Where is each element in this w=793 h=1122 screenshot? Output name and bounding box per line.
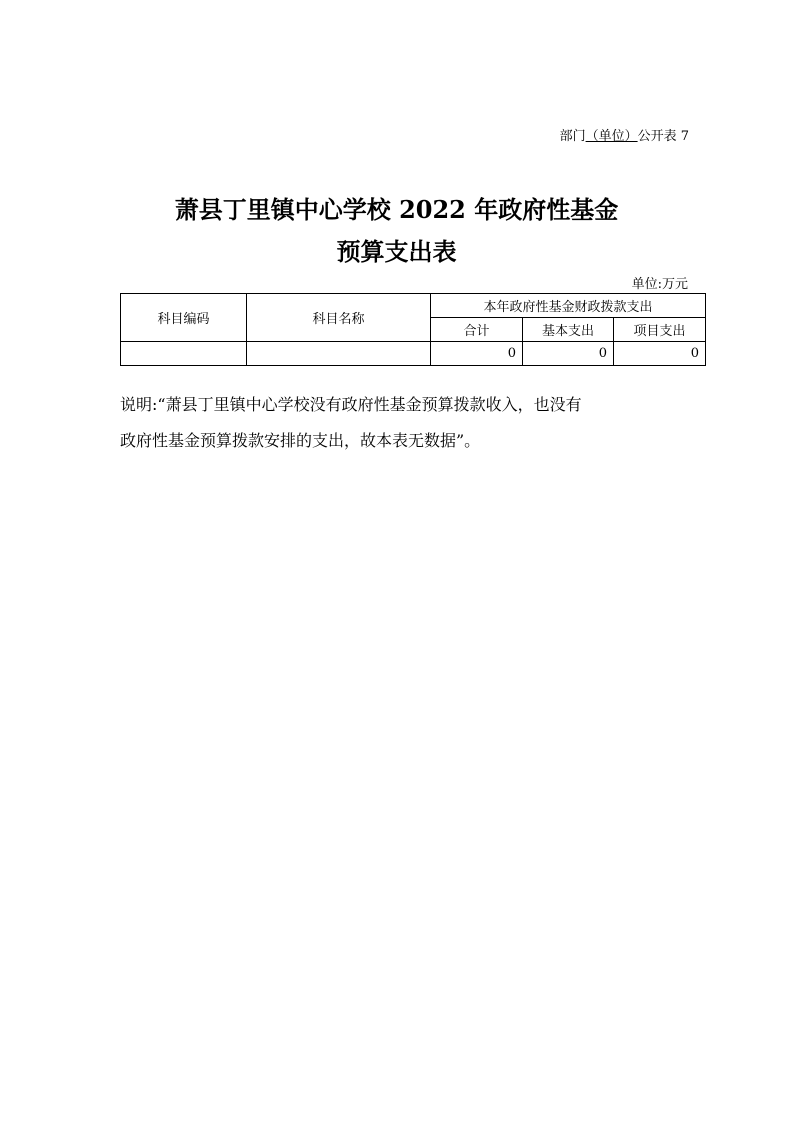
note-line-2: 政府性基金预算拨款安排的支出，故本表无数据”。 xyxy=(120,431,481,450)
page-label-suffix: 公开表 7 xyxy=(637,129,689,144)
budget-table xyxy=(120,293,706,366)
cell-subject-name xyxy=(247,342,431,366)
page-label xyxy=(560,125,689,144)
cell-subject-code xyxy=(121,342,247,366)
header-basic-expenditure: 基本支出 xyxy=(523,318,614,342)
header-subject-code: 科目编码 xyxy=(121,294,247,342)
header-fund-expenditure: 本年政府性基金财政拨款支出 xyxy=(431,294,706,318)
page-label-prefix: 部门 xyxy=(559,129,586,144)
table-row xyxy=(121,342,706,366)
cell-total: 0 xyxy=(431,342,523,366)
table-header-row xyxy=(121,294,706,318)
unit-label: 单位:万元 xyxy=(631,277,688,292)
page-title-line2: 预算支出表 xyxy=(336,237,457,266)
cell-project: 0 xyxy=(614,342,706,366)
explanation-note xyxy=(120,387,705,459)
header-subject-name: 科目名称 xyxy=(247,294,431,342)
cell-basic: 0 xyxy=(523,342,614,366)
header-project-expenditure: 项目支出 xyxy=(614,318,706,342)
note-line-1: 说明:“萧县丁里镇中心学校没有政府性基金预算拨款收入，也没有 xyxy=(120,395,582,414)
page-label-unit: （单位） xyxy=(585,129,638,144)
page-title-line1: 萧县丁里镇中心学校 2022 年政府性基金 xyxy=(174,195,619,224)
header-total: 合计 xyxy=(431,318,523,342)
